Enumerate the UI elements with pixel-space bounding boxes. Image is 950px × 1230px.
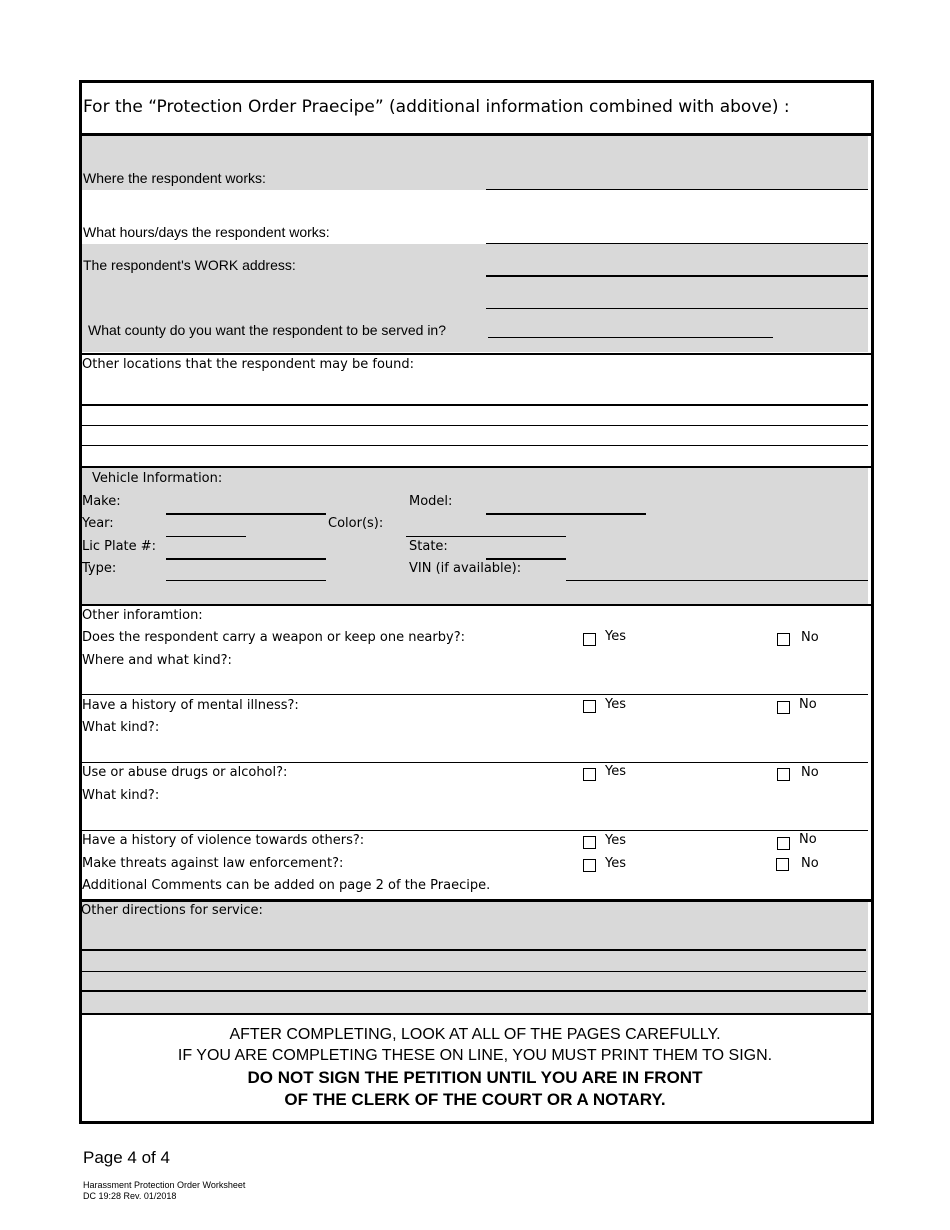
year-field[interactable] (166, 536, 246, 537)
state-field[interactable] (486, 558, 566, 560)
make-label: Make: (82, 494, 121, 509)
other-locations-line-1[interactable] (82, 404, 868, 406)
drugs-yes-label: Yes (605, 764, 626, 779)
mental-no-checkbox[interactable] (777, 701, 790, 714)
mental-yes-checkbox[interactable] (583, 700, 596, 713)
mental-question: Have a history of mental illness?: (82, 698, 299, 713)
plate-field[interactable] (166, 558, 326, 560)
year-label: Year: (82, 516, 114, 531)
threats-question: Make threats against law enforcement?: (82, 856, 344, 871)
where-works-label: Where the respondent works: (83, 170, 266, 186)
mental-kind-label: What kind?: (82, 720, 160, 735)
vin-label: VIN (if available): (409, 561, 522, 576)
work-address-field-1[interactable] (486, 275, 868, 277)
drugs-question: Use or abuse drugs or alcohol?: (82, 765, 288, 780)
other-locations-line-3[interactable] (82, 445, 868, 446)
form-name: Harassment Protection Order Worksheet (83, 1180, 246, 1190)
notice-line-3: DO NOT SIGN THE PETITION UNTIL YOU ARE IN FRONT (247, 1068, 703, 1087)
page-number: Page 4 of 4 (83, 1148, 170, 1167)
where-works-field[interactable] (486, 189, 868, 190)
violence-no-label: No (799, 832, 817, 847)
drugs-kind-label: What kind?: (82, 788, 160, 803)
form-code: DC 19:28 Rev. 01/2018 (83, 1191, 177, 1201)
divider (79, 1013, 871, 1015)
threats-no-label: No (801, 856, 819, 871)
type-label: Type: (82, 561, 117, 576)
state-label: State: (409, 539, 448, 554)
hours-field[interactable] (486, 243, 868, 244)
work-address-field-2[interactable] (486, 308, 868, 309)
vin-field[interactable] (566, 580, 868, 581)
mental-yes-label: Yes (605, 697, 626, 712)
violence-yes-checkbox[interactable] (583, 836, 596, 849)
vehicle-heading: Vehicle Information: (92, 471, 223, 486)
drugs-yes-checkbox[interactable] (583, 768, 596, 781)
divider (82, 694, 868, 695)
service-line-2[interactable] (82, 971, 866, 972)
mental-no-label: No (799, 697, 817, 712)
make-field[interactable] (166, 513, 326, 515)
violence-no-checkbox[interactable] (777, 837, 790, 850)
comments-note: Additional Comments can be added on page 2 of the Praecipe. (82, 878, 491, 893)
weapon-yes-label: Yes (605, 629, 626, 644)
other-info-heading: Other inforamtion: (82, 608, 203, 623)
service-band (82, 902, 868, 1013)
drugs-no-label: No (801, 765, 819, 780)
service-line-1[interactable] (82, 949, 866, 951)
drugs-no-checkbox[interactable] (777, 768, 790, 781)
divider (79, 604, 871, 606)
county-label: What county do you want the respondent to be served in? (88, 322, 447, 338)
violence-question: Have a history of violence towards others?: (82, 833, 365, 848)
threats-yes-checkbox[interactable] (583, 859, 596, 872)
weapon-question: Does the respondent carry a weapon or keep one nearby?: (82, 630, 465, 645)
violence-yes-label: Yes (605, 833, 626, 848)
page-title: For the “Protection Order Praecipe” (additional information combined with above) : (83, 97, 790, 117)
notice-line-1: AFTER COMPLETING, LOOK AT ALL OF THE PAGES CAREFULLY. (229, 1026, 721, 1043)
service-label: Other directions for service: (81, 903, 263, 918)
weapon-where-label: Where and what kind?: (82, 653, 232, 668)
type-field[interactable] (166, 580, 326, 581)
color-field[interactable] (406, 536, 566, 537)
divider (79, 353, 871, 355)
weapon-yes-checkbox[interactable] (583, 633, 596, 646)
threats-yes-label: Yes (605, 856, 626, 871)
other-locations-line-2[interactable] (82, 425, 868, 426)
divider (82, 830, 868, 831)
color-label: Color(s): (328, 516, 384, 531)
weapon-no-label: No (801, 630, 819, 645)
other-locations-label: Other locations that the respondent may be found: (82, 357, 415, 372)
notice-line-2: IF YOU ARE COMPLETING THESE ON LINE, YOU MUST PRINT THEM TO SIGN. (177, 1047, 773, 1064)
model-field[interactable] (486, 513, 646, 515)
weapon-no-checkbox[interactable] (777, 633, 790, 646)
work-address-label: The respondent's WORK address: (83, 257, 296, 273)
plate-label: Lic Plate #: (82, 539, 157, 554)
notice-line-4: OF THE CLERK OF THE COURT OR A NOTARY. (284, 1090, 666, 1109)
hours-label: What hours/days the respondent works: (83, 224, 330, 240)
model-label: Model: (409, 494, 453, 509)
county-field[interactable] (488, 337, 773, 338)
divider (82, 762, 868, 763)
threats-no-checkbox[interactable] (776, 858, 789, 871)
service-line-3[interactable] (82, 990, 866, 992)
